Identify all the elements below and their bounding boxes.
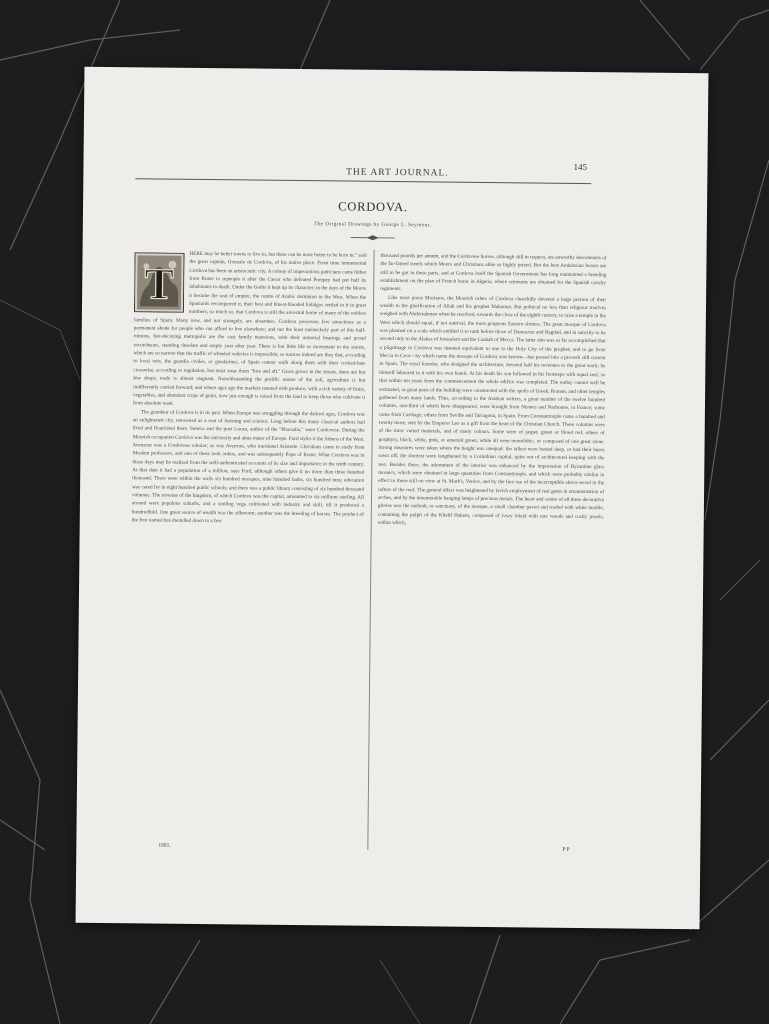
article-subtitle: The Original Drawings by George L. Seymour. <box>314 221 432 229</box>
paragraph: thousand pounds per annum, and the Cordovese horses, although still in request, are unworthy descendants of the far-famed steeds which Moors and Christians alike so highly prized. But the best Andalusian horses are still to be got in these parts, and at Cordova itself the Spanish Government has long maintained a breeding establishment on the plan of French haras in Algeria, where remounts are obtained for the Spanish cavalry regiments. <box>380 252 607 293</box>
footer-signature: P P <box>562 846 570 853</box>
article-title: CORDOVA. <box>338 199 408 215</box>
paragraph: HERE may be better towns to live in, but there can be none better to be born in," said the great captain, Gonzalo de Cordova, of his native place. From time immemorial Cordova has been an aristocratic city. A colony of impecunious patricians came hither from Rome to repeople it after the Cæsar who defeated Pompey had put half its inhabitants to death. Under the Goths it kept up its character; in the days of the Moors it became the seat of empire, the centre of Arabic dominion in the West. When the Spaniards reconquered it, their best and bluest-blooded hidalgos settled in it in great numbers; so much so, that Cordova is still the ancestral home of many of the noblest families of Spain. Many now, and not strangely, are absentees. Cordova possesses few attractions as a permanent abode for people who can afford to live elsewhere; and not the least melancholy part of this half-ruinous, fast-decaying metropolis are the vast family mansions, with their armorial bearings and proud escutcheons, standing desolate and empty year after year. There is but little life or movement in the streets, which are so narrow that the traffic of wheeled vehicles is impossible; so narrow indeed are they that, according to local wits, the guardia civiles, or gendarmes, of Spain cannot walk along them with their cocked-hats crosswise, according to regulation, but must wear them "fore and aft." Grass grows in the streets, there are but few shops, trade is almost stagnant. Notwithstanding the prolific nature of the soil, agriculture is but indifferently carried forward; and where ages ago the markets teemed with produce, with a rich variety of fruits, vegetables, and abundant crops of grain, now just enough is raised from the land to keep those who cultivate it from absolute want. <box>132 250 367 407</box>
column-rule <box>367 250 374 850</box>
drop-cap-initial <box>134 252 185 313</box>
paragraph: Like most pious Moslems, the Moorish rulers of Cordova cheerfully devoted a large portion of their wealth to the glorification of Allah and his prophet Mahomet. But political no less than religious motives weighed with Abderrahman when he resolved, towards the close of the eighth century, to raise a temple in the West which should equal, if not outrival, the most gorgeous Eastern shrines. The great mosque of Cordova was planned on a scale which entitled it to rank before those of Damascus and Bagdad, and in sanctity to be second only to the Alaksa of Jerusalem and the Caabah of Mecca. The latter aim was so far accomplished that a pilgrimage to Cordova was deemed equivalent to one to the Holy City of the prophet; and to go from Mecca to Ceca—by which name the mosque of Cordova was known—has passed into a proverb still current in Spain. The royal founder, who designed the architecture, devoted half his revenues to the great work; he himself laboured in it with his own hands. At his death his son followed in his footsteps with equal zeal, so that within ten years from the commencement the whole edifice was completed. The outlay cannot well be estimated, as great parts of the building were constructed with the spoils of Greek, Roman, and other temples gathered from many lands. Thus, according to the Arabian writers, a great number of the twelve hundred columns, one-third of which have disappeared, were brought from Nismes and Narbonne, in France; some came from Carthage; others from Seville and Tarragona, in Spain. From Constantinople came a hundred and twenty more, sent by the Emperor Leo as a gift from the head of the Christian Church. These columns were of the most varied materials, and of many colours. Some were of jasper, green or blood red; others of porphyry, black, white, pink, or emerald green; while all were monolithic, or composed of one great stone. Strong measures were taken where the height was unequal: the tallest were buried deep, or had their bases sawn off; the shortest were lengthened by a Corinthian capital, quite out of architectural keeping with the rest. Besides these, the adornment of the interior was enhanced by the importation of Byzantine glass mosaics, which were obtained in large quantities from Constantinople, and which were probably similar in effect to those still on view at St. Mark's, Venice, and by the free use of the incorruptible alerce-wood in the rafters of the roof. The general effect was heightened by lavish employment of real gems in ornamentation of arches, and by the innumerable hanging lamps of precious metals. The heart and centre of all these decorative glories was the mehrab, or sanctuary, of the mosque, a small chamber paved and roofed with white marble, containing the pulpit of the Khalif Hakem, composed of ivory inlaid with rare woods and costly jewels, within which, <box>377 294 607 527</box>
page-number: 145 <box>573 161 588 173</box>
left-column <box>128 249 366 841</box>
paragraph: The grandeur of Cordova is in its past. When Europe was struggling through the darkest ages, Cordova was an enlightened city, renowned as a seat of learning and science. Long before this many classical authors had lived and flourished there. Seneca and the poet Lucan, author of the "Pharsalia," were Cordovese. During the Moorish occupation Cordova was the university and alma mater of Europe. Ford styles it the Athens of the West. Avenzoar was a Cordovese scholar; so was Averroes, who translated Aristotle. Christians came to study from Moslem professors, and one of these took orders, and was subsequently Pope of Rome. What Cordova was in those days may be realised from the well-authenticated accounts of its size and importance in the tenth century. At that date it had a population of a million, says Ford, although others give it no more than three hundred thousand. There were within the walls six hundred mosques, nine hundred baths, six hundred inns; education was cared for in eight hundred public schools; and there was a public library consisting of six hundred thousand volumes. The revenue of the kingdom, of which Cordova was the capital, amounted to six millions sterling. All around were populous suburbs, and a smiling vega cultivated with industry and skill, till it produced a hundredfold. One great source of wealth was the silkworm; another was the breeding of horses. The product of the first named has dwindled down to a few <box>131 408 365 525</box>
running-head: THE ART JOURNAL. <box>346 167 449 179</box>
drop-cap-letter: T <box>144 259 175 309</box>
footer-year: 1881. <box>158 842 171 849</box>
header-rule <box>135 178 591 184</box>
right-column <box>374 252 606 844</box>
journal-page <box>76 67 709 929</box>
ornament-divider <box>349 235 397 242</box>
